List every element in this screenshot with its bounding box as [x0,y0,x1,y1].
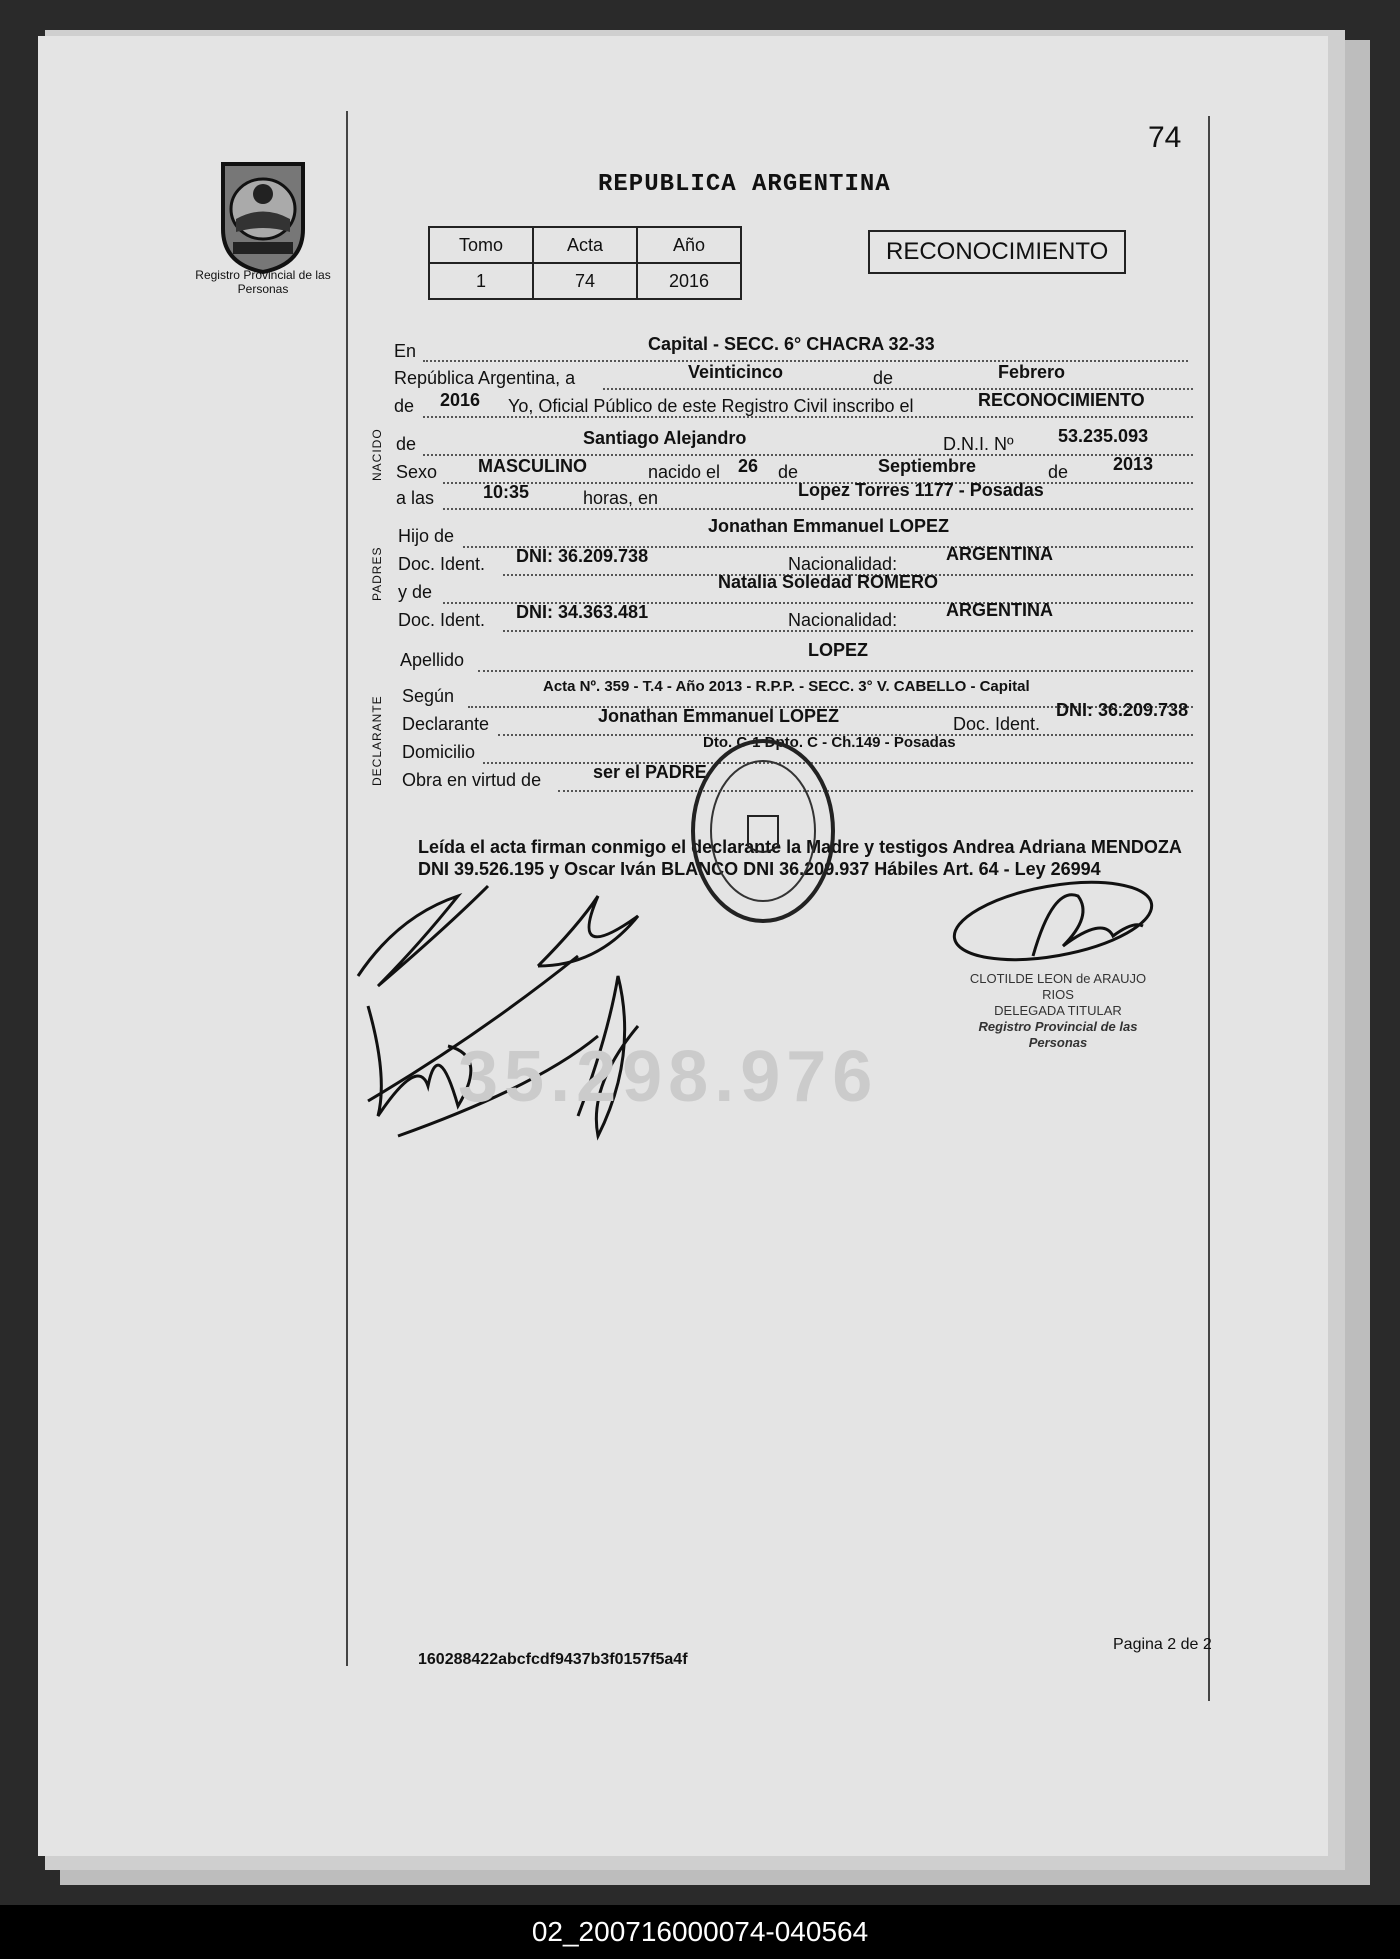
record-value-tomo: 1 [429,263,533,299]
value-mes: Febrero [998,362,1066,382]
value-nac-madre: ARGENTINA [946,600,1053,620]
label-yo: Yo, Oficial Público de este Registro Civil inscribo el [508,396,914,416]
value-domicilio: Dto. C-1 Dpto. C - Ch.149 - Posadas [703,734,956,751]
right-margin-rule [1208,116,1210,1701]
official-name: CLOTILDE LEON de ARAUJO RIOS [969,971,1147,1002]
value-dni-madre: DNI: 34.363.481 [516,602,649,622]
value-mes-nac: Septiembre [878,456,977,476]
label-sexo: Sexo [396,462,438,482]
label-segun: Según [402,686,455,706]
record-header-anio: Año [637,227,741,263]
record-value-anio: 2016 [637,263,741,299]
label-horas-en: horas, en [583,488,659,508]
value-declarante: Jonathan Emmanuel LOPEZ [598,706,840,726]
label-de2: de [394,396,415,416]
record-header-tomo: Tomo [429,227,533,263]
label-republica: República Argentina, a [394,368,576,388]
value-padre: Jonathan Emmanuel LOPEZ [708,516,950,536]
closing-paragraph: Leída el acta firman conmigo el declarante la Madre y testigos Andrea Adriana MENDOZA DNI 39.526.195 y Oscar Iván BLANCO DNI 36.209.937 Hábiles Art. 64 - Ley 26994 [418,837,1182,879]
value-obra: ser el PADRE [593,762,707,782]
value-dni-nacido: 53.235.093 [1058,426,1149,446]
official-office: Registro Provincial de las Personas [978,1019,1138,1050]
value-nac-padre: ARGENTINA [946,544,1053,564]
pagination: Pagina 2 de 2 [1113,1636,1212,1653]
label-obra: Obra en virtud de [402,770,542,790]
value-dia: Veinticinco [688,362,784,382]
label-doc-ident-2: Doc. Ident. [398,610,486,630]
label-de-nacido: de [396,434,417,454]
section-label-declarante: DECLARANTE [370,695,384,786]
value-hora: 10:35 [483,482,530,502]
record-table [428,226,742,300]
value-madre: Natalia Soledad ROMERO [718,572,939,592]
section-label-nacido: NACIDO [370,428,384,481]
label-hijo-de: Hijo de [398,526,455,546]
dotted-line [483,762,1193,764]
document-title: REPUBLICA ARGENTINA [598,171,891,198]
label-apellido: Apellido [400,650,465,670]
emblem-caption: Registro Provincial de las Personas [195,268,331,296]
value-dni-padre: DNI: 36.209.738 [516,546,649,566]
record-type-box: RECONOCIMIENTO [868,230,1126,274]
label-domicilio: Domicilio [402,742,476,762]
value-nombre: Santiago Alejandro [583,428,747,448]
value-apellido: LOPEZ [808,640,869,660]
bleed-through-number: 35.298.976 [458,1037,879,1117]
record-value-acta: 74 [533,263,637,299]
section-label-padres: PADRES [370,546,384,601]
official-role: DELEGADA TITULAR [994,1003,1122,1018]
province-emblem-icon [208,154,318,274]
value-sexo: MASCULINO [478,456,587,476]
label-de-anio: de [1048,462,1069,482]
label-doc-ident-3: Doc. Ident. [953,714,1041,734]
official-signature [943,876,1173,986]
document-hash: 160288422abcfcdf9437b3f0157f5a4f [418,1651,688,1668]
official-stamp [953,971,1163,1051]
label-nacionalidad-1: Nacionalidad: [788,554,898,574]
value-anio-nac: 2013 [1113,454,1154,474]
record-header-acta: Acta [533,227,637,263]
value-lugar: Capital - SECC. 6° CHACRA 32-33 [648,334,935,354]
value-lugar-nac: Lopez Torres 1177 - Posadas [798,480,1044,500]
label-nacionalidad-2: Nacionalidad: [788,610,898,630]
label-de-mes: de [778,462,799,482]
label-y-de: y de [398,582,433,602]
value-segun: Acta Nº. 359 - T.4 - Año 2013 - R.P.P. - SECC. 3° V. CABELLO - Capital [543,678,1030,695]
label-a-las: a las [396,488,435,508]
label-en: En [394,341,417,361]
dotted-line [443,508,1193,510]
certificate-page [38,36,1328,1856]
value-anio: 2016 [440,390,481,410]
dotted-line [478,670,1193,672]
file-caption: 02_200716000074-040564 [0,1905,1400,1959]
label-nacido-el: nacido el [648,462,721,482]
value-dni-declarante: DNI: 36.209.738 [1056,700,1189,720]
value-dia-nac: 26 [738,456,759,476]
dotted-line [423,416,1193,418]
dotted-line [423,360,1188,362]
dotted-line [558,790,1193,792]
page-number: 74 [1148,121,1182,154]
label-declarante: Declarante [402,714,490,734]
label-de: de [873,368,894,388]
label-doc-ident-1: Doc. Ident. [398,554,486,574]
label-dni-no: D.N.I. Nº [943,434,1014,454]
value-acto: RECONOCIMIENTO [978,390,1145,410]
